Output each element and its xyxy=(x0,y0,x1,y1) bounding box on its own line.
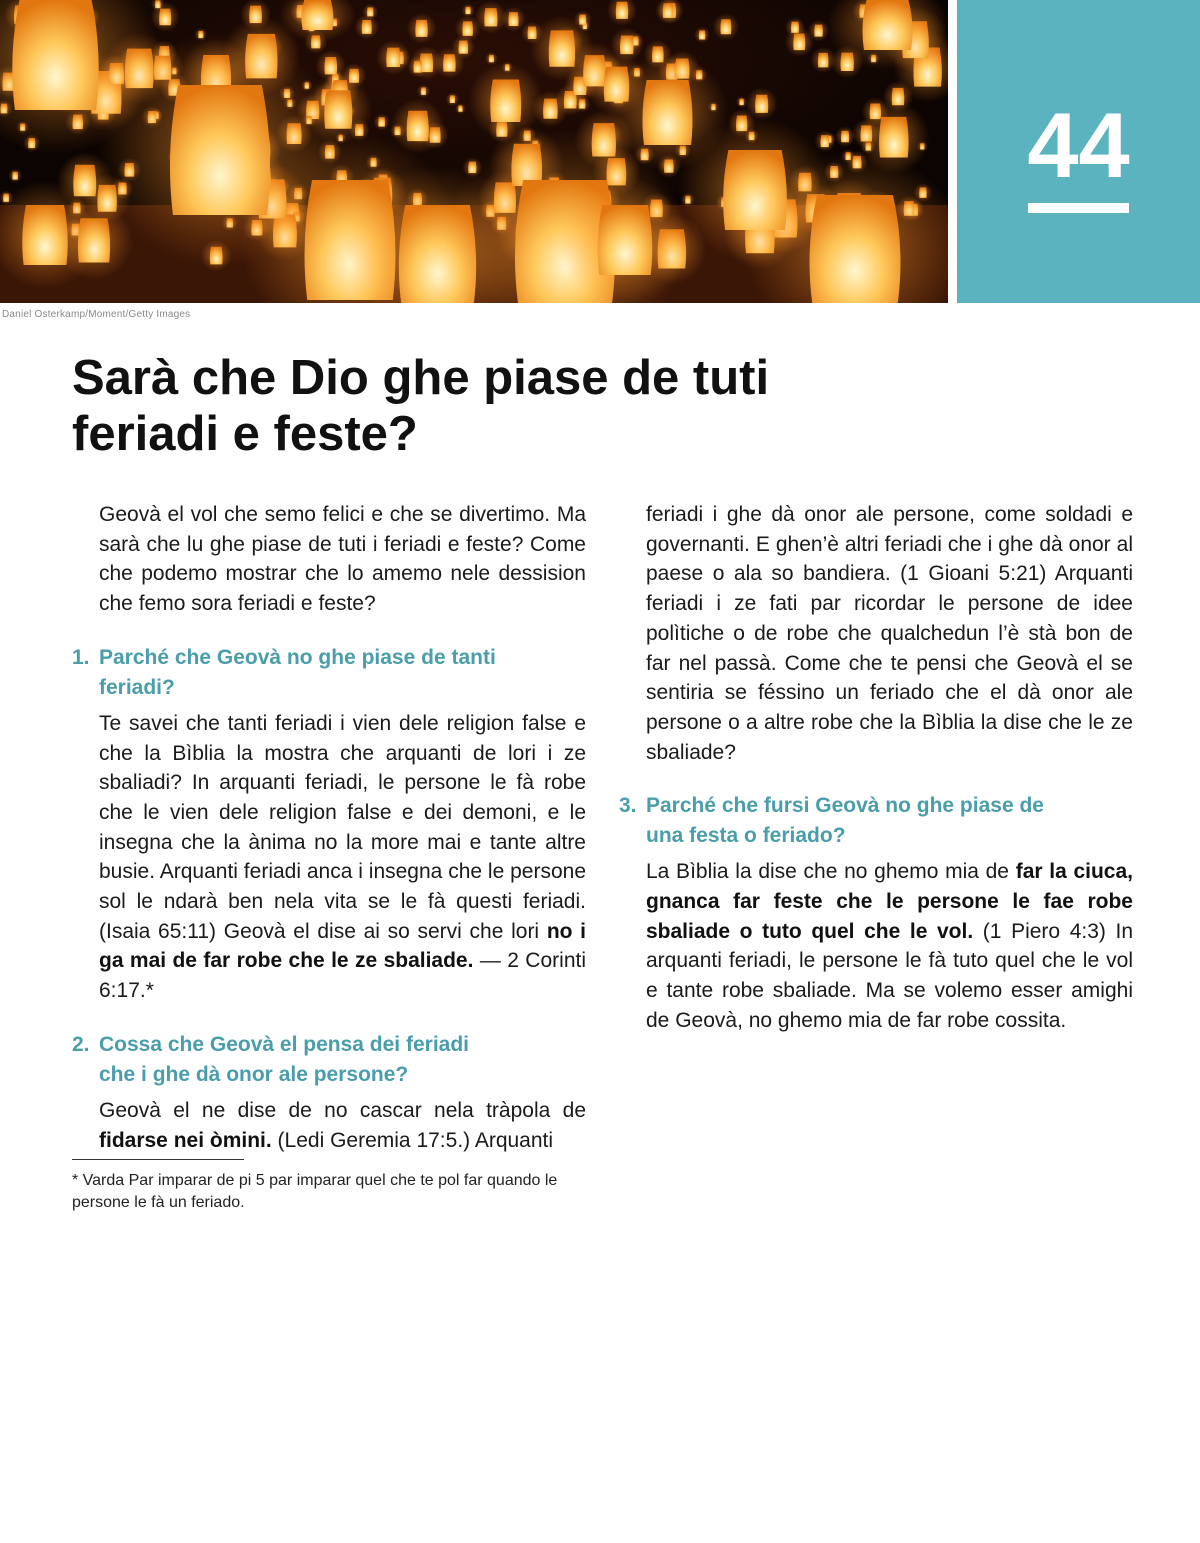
answer-reference: — 2 Corinti 6:17.* xyxy=(99,949,586,1003)
chapter-tab xyxy=(957,0,1200,303)
question-text: Parché che Geovà no ghe piase de tanti feriadi? xyxy=(99,645,496,699)
chapter-underline xyxy=(1028,203,1129,213)
answer-emphasis: no i ga mai de far robe che le ze sbaliade. xyxy=(99,919,587,973)
question-heading-3 xyxy=(619,791,1049,851)
lantern-shape xyxy=(373,114,390,131)
lantern-shape xyxy=(607,0,637,26)
intro-paragraph: Geovà el vol che semo felici e che se divertimo. Ma sarà che lu ghe piase de tuti i feriadi e feste? Come che podemo mostrar che lo amemo nele dessision che femo sora feriadi e feste? xyxy=(99,503,586,616)
question-number: 3. xyxy=(619,794,637,818)
lantern-shape xyxy=(446,92,459,106)
answer-reference: (Ledi Geremia 17:5.) Arquanti xyxy=(271,1128,554,1152)
lantern-shape xyxy=(485,52,498,65)
answer-emphasis: fidarse nei òmini. xyxy=(99,1128,272,1152)
question-text: Parché che fursi Geovà no ghe piase de una festa o feriado? xyxy=(646,794,1044,848)
question-text: Cossa che Geovà el pensa dei feriadi che i ghe dà onor ale persone? xyxy=(99,1032,469,1086)
left-column xyxy=(72,500,586,1155)
lantern-shape xyxy=(455,103,466,114)
chapter-number: 44 xyxy=(1027,95,1130,197)
lantern-shape xyxy=(376,40,410,75)
lantern-shape xyxy=(736,96,747,108)
answer-paragraph-3 xyxy=(646,857,1133,1035)
page-title: Sarà che Dio ghe piase de tuti feriadi e feste? xyxy=(72,351,770,461)
question-heading-2 xyxy=(72,1030,502,1090)
footnote-divider xyxy=(72,1159,244,1160)
lantern-shape xyxy=(407,13,437,44)
footnote: * Varda Par imparar de pi 5 par imparar quel che te pol far quando le persone le fà un feriado. xyxy=(72,1172,558,1211)
lantern-shape xyxy=(713,13,739,40)
lantern-shape xyxy=(434,47,464,78)
lantern-shape xyxy=(808,20,829,42)
lantern-shape xyxy=(559,177,691,303)
lantern-shape xyxy=(355,14,379,39)
question-number: 2. xyxy=(72,1032,90,1056)
answer-text: La Bìblia la dise che no ghemo mia de xyxy=(646,860,1016,884)
answer-reference: (1 Piero 4:3) In arquanti feriadi, le persone le fà tuto quel che le vol e tante robe sbaliade. Ma se volemo esser amighi de Geovà, no ghemo mia de far robe cossita. xyxy=(646,919,1134,1032)
lantern-shape xyxy=(746,88,778,121)
lantern-shape xyxy=(501,7,526,32)
lantern-shape xyxy=(407,56,428,77)
answer-paragraph-2 xyxy=(99,1096,586,1155)
lantern-shape xyxy=(785,17,805,37)
lantern-shape xyxy=(8,169,22,183)
right-column xyxy=(619,500,1133,1036)
answer-paragraph-1 xyxy=(99,709,586,1006)
answer-emphasis: far la ciuca, gnanca far feste che le persone le fae robe sbaliade o tuto quel che le vol. xyxy=(646,860,1133,943)
hero-image xyxy=(0,0,948,303)
lantern-shape xyxy=(462,4,475,17)
answer-text: Te savei che tanti feriadi i vien dele religion false e che la Bìblia la mostra che arquanti de lori i ze sbaliadi? In arquanti feriadi, le persone le fà robe che le vien dele religion false e dei demoni, e le insegna che la ànima no la more mai e tante altre busie. Arquanti feriadi anca i insegna che le persone sol le ndarà ben nela vita se le fà questi feriadi. (Isaia 65:11) Geovà el dise ai so servi che lori xyxy=(99,711,586,943)
question-heading-1 xyxy=(72,643,502,703)
lantern-shape xyxy=(694,27,710,44)
sky-lanterns-illustration xyxy=(0,0,948,303)
lantern-shape xyxy=(417,84,430,97)
question-number: 1. xyxy=(72,645,90,669)
lantern-shape xyxy=(835,126,855,147)
answer-paragraph-2-continued: feriadi i ghe dà onor ale persone, come soldadi e governanti. E ghen’è altri feriadi che i ghe dà onor al paese o ala so bandiera. (1 Gioani 5:21) Arquanti feriadi i ze fati par ricordar le persone de idee polìtiche o de robe che qualchedun l’è stà bon de far nel passà. Come che te pensi che Geovà el se sentiria se féssino un feriado che el dà onor ale persone o a altre robe che la Bìblia la dise che le ze sbaliade? xyxy=(646,503,1133,764)
photo-credit: Daniel Osterkamp/Moment/Getty Images xyxy=(2,309,191,320)
lantern-shape xyxy=(455,16,481,42)
answer-text: Geovà el ne dise de no cascar nela tràpola de xyxy=(99,1098,586,1122)
